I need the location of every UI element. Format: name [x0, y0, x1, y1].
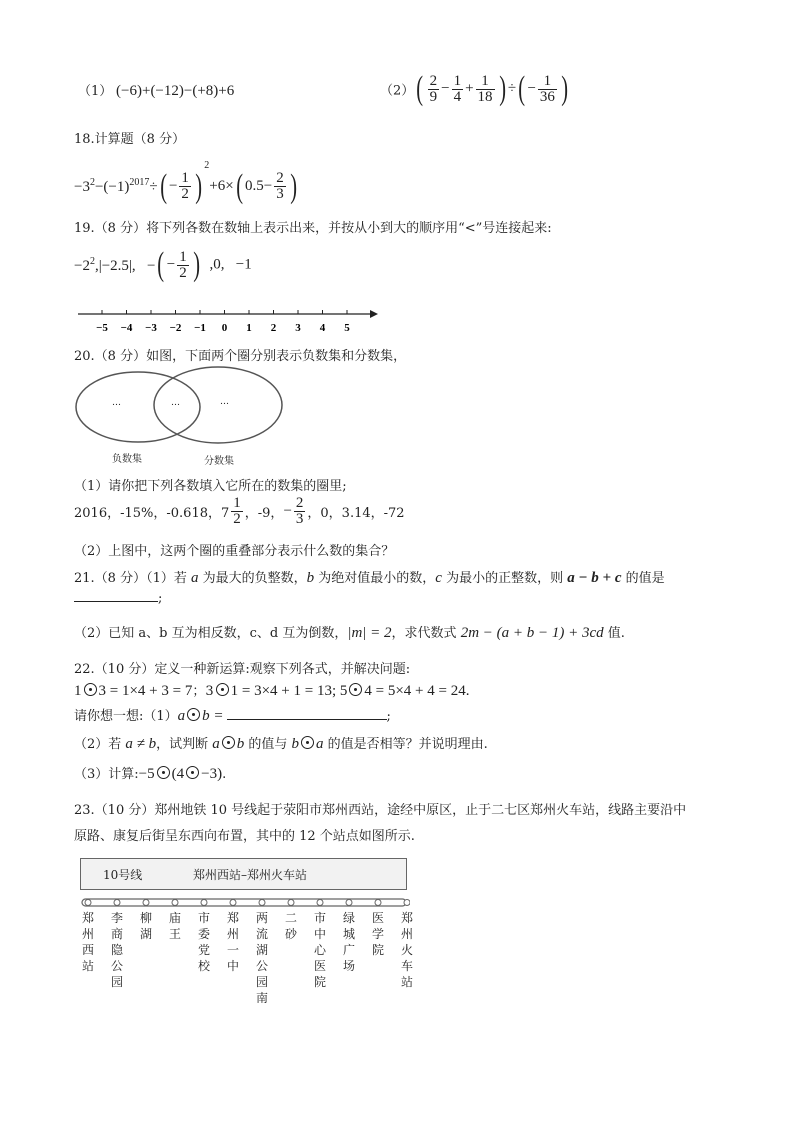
q22-p3a: （3）计算:: [74, 767, 139, 782]
station-name: 郑州一中: [226, 911, 239, 973]
q18-f2-num: 2: [276, 170, 284, 187]
station-name: 两流湖公园南: [255, 911, 268, 1005]
metro-stop-dot: [259, 900, 265, 906]
q20-title: 20.（8 分）如图，下面两个圈分别表示负数集和分数集，: [74, 349, 407, 364]
q21-l1e: 的值是: [621, 571, 665, 586]
metro-route: 郑州西站–郑州火车站: [193, 868, 308, 882]
q20-part1: （1）请你把下列各数填入它所在的数集的圈里;: [74, 479, 347, 494]
q23-line1: 23.（10 分）郑州地铁 10 号线起于荥阳市郑州西站，途经中原区，止于二七区郑州火车站，线路主要沿中: [74, 803, 687, 818]
venn-dots-mid: …: [171, 398, 180, 408]
q20-numbers: [74, 496, 405, 527]
station-name: 庙王: [168, 911, 181, 941]
q21-l2c: 值.: [603, 626, 625, 641]
metro-stop-dot: [346, 900, 352, 906]
q17-f3-num: 1: [476, 74, 495, 90]
negative-set-circle: [76, 372, 200, 442]
q19-title: 19.（8 分）将下列各数在数轴上表示出来，并按从小到大的顺序用“<”号连接起来:: [74, 221, 552, 236]
metro-stop-dot: [201, 900, 207, 906]
q22-examples: [74, 680, 469, 700]
q18-t1-exp: 2: [89, 177, 95, 189]
metro-track-bar: [82, 899, 406, 906]
odot-operator-icon: [84, 683, 97, 696]
q18-t2-exp: 2017: [129, 177, 150, 189]
q17-part2: （2）( $\frac{2}{9}$ − $\frac{1}{4}$ + $\frac{1}{18}$ ) ÷( − $\frac{1}{36}$ ): [380, 70, 568, 107]
q21-l1a: 21.（8 分）（1）若: [74, 571, 191, 586]
q22-e1a: 1: [74, 683, 82, 699]
odot-operator-icon: [222, 736, 235, 749]
q22-p3-e1: −5: [138, 766, 155, 782]
number-line-tick-label: 1: [246, 322, 252, 334]
q20-neg-den: 3: [295, 511, 304, 527]
metro-stop-dot: [172, 900, 178, 906]
q17-f4-sign: −: [527, 80, 536, 97]
venn-dots-left: …: [112, 398, 121, 408]
number-line-tick-label: −3: [145, 322, 157, 334]
q22-p2-b2: b: [291, 736, 300, 752]
q22-part1: [74, 705, 391, 725]
metro-stop-dot: [114, 900, 120, 906]
q22-p2b: ，试判断: [156, 737, 213, 752]
number-line-tick-label: 5: [344, 322, 350, 334]
q17-p2-label: （2）: [380, 83, 415, 99]
q18-t2: −(−1): [94, 179, 130, 196]
q22-p3-e2: (4: [171, 766, 185, 782]
q22-think-end: ;: [386, 709, 391, 724]
q22-p2-b1: b: [236, 736, 245, 752]
q22-think: 请你想一想:（1）: [74, 709, 178, 724]
q22-answer-blank[interactable]: [227, 719, 387, 720]
q21-blank-end: ;: [158, 591, 163, 606]
q18-f2-den: 3: [276, 186, 284, 203]
q22-p2-a1: a: [212, 736, 220, 752]
q17-f4-den: 36: [539, 88, 555, 105]
q21-expr2: 2m − (a + b − 1) + 3cd: [460, 625, 604, 641]
q20-part2: （2）上图中，这两个圈的重叠部分表示什么数的集合？: [74, 544, 395, 559]
q22-title: 22.（10 分）定义一种新运算:观察下列各式，并解决问题:: [74, 662, 411, 677]
q17-f2-den: 4: [453, 88, 462, 105]
odot-operator-icon: [187, 708, 200, 721]
station-name: 郑州西站: [81, 911, 94, 973]
q23-line2: 原路、康复后街呈东西向布置，其中的 12 个站点如图所示.: [74, 829, 415, 844]
q21-expr1: a − b + c: [567, 570, 622, 586]
q22-p2c: 的值与: [244, 737, 292, 752]
number-line-arrow: [370, 310, 378, 318]
station-name: 市委党校: [197, 911, 210, 973]
label-fraction-set: 分数集: [204, 456, 234, 467]
q19-n2: ,|−2.5|,: [94, 257, 136, 274]
metro-stop-dot: [230, 900, 236, 906]
q18-f1-exp: 2: [204, 160, 210, 171]
odot-operator-icon: [157, 766, 170, 779]
q21-l1d: 为最小的正整数，则: [441, 571, 568, 586]
q17-f4-num: 1: [538, 74, 557, 90]
q22-part3: [74, 763, 226, 783]
q22-p2a: （2）若: [74, 737, 126, 752]
q20-neg-sign: −: [283, 503, 292, 519]
metro-stop-dot: [375, 900, 381, 906]
q20-nums-b: ，-9，: [244, 506, 284, 521]
q22-ab-a: a: [177, 708, 186, 724]
q19-n5: −1: [235, 256, 252, 273]
station-name: 李商隐公园: [110, 911, 123, 989]
q19-n3-den: 2: [179, 264, 187, 281]
q17-f2-num: 1: [453, 72, 462, 89]
odot-operator-icon: [349, 683, 362, 696]
q22-e1b: 3 = 1×4 + 3 = 7: [98, 683, 193, 699]
q18-t1: −3: [74, 179, 90, 196]
q17-part1: [78, 80, 234, 100]
q21-answer-blank[interactable]: [74, 601, 158, 602]
q21-var-c: c: [435, 570, 442, 586]
q19-n3: −: [146, 257, 156, 274]
number-line-tick-label: −1: [194, 322, 206, 334]
number-line-tick-label: 4: [319, 322, 326, 334]
metro-line-name: 10号线: [103, 868, 143, 882]
q22-neq: a ≠ b: [125, 736, 157, 752]
q21-part1: [74, 567, 665, 587]
odot-operator-icon: [216, 683, 229, 696]
metro-stop-dot: [317, 900, 323, 906]
q17-f3-den: 18: [477, 88, 493, 105]
q18-t3: +6×: [209, 178, 234, 195]
number-line-tick-label: −4: [120, 322, 133, 334]
metro-stop-dot: [143, 900, 149, 906]
q21-answer-line: [74, 591, 162, 606]
q21-l1b: 为最大的负整数，: [198, 571, 307, 586]
odot-operator-icon: [301, 736, 314, 749]
q22-p2-a2: a: [316, 736, 324, 752]
q18-t4: 0.5−: [245, 178, 273, 195]
q22-e2b: 1 = 3×4 + 1 = 13; 5: [230, 683, 348, 699]
q18-f1-sign: −: [168, 178, 178, 195]
number-line-tick-label: −5: [96, 322, 108, 334]
q20-neg-num: 2: [295, 495, 304, 511]
q19-numbers: $-2^2,|-2.5|$, −( − $\frac{1}{2}$ ) ,0, −1: [74, 246, 252, 283]
station-name: 医学院: [371, 911, 384, 957]
metro-track: [80, 896, 410, 910]
q21-var-b: b: [306, 570, 315, 586]
q22-ab-b: b =: [202, 708, 224, 724]
q21-part2: [74, 622, 625, 642]
q18-title: 18.计算题（8 分）: [74, 132, 186, 147]
odot-operator-icon: [186, 766, 199, 779]
number-line-tick-label: −2: [169, 322, 182, 334]
station-name: 郑州火车站: [400, 911, 413, 989]
q22-p3-end: .: [222, 767, 227, 782]
q17-div: ÷: [507, 80, 517, 97]
number-line-tick-label: 0: [221, 322, 228, 334]
q17-f1-num: 2: [429, 72, 438, 89]
number-line-tick-label: 3: [295, 322, 301, 334]
q19-n1-exp: 2: [89, 255, 95, 267]
q20-nums-c: ，0，3.14，-72: [307, 506, 405, 521]
station-name: 二砂: [284, 911, 297, 941]
q18-f1-den: 2: [181, 186, 189, 203]
q19-n3-num: 1: [179, 248, 187, 265]
station-name: 市中心医院: [313, 911, 326, 989]
q17-f1-den: 9: [429, 88, 438, 105]
label-negative-set: 负数集: [112, 454, 142, 465]
venn-diagram: [70, 365, 290, 465]
q20-mixed-den: 2: [233, 511, 241, 527]
q17-op1: −: [441, 80, 450, 97]
q20-nums-a: 2016，-15%，-0.618，7: [74, 506, 230, 521]
q17-p1-label: （1）: [78, 84, 113, 99]
q17-p1-expr: (−6)+(−12)−(+8)+6: [116, 83, 235, 99]
q22-e2c: 4 = 5×4 + 4 = 24: [364, 683, 466, 699]
q21-l2a: （2）已知 a、b 互为相反数，c、d 互为倒数，: [74, 626, 348, 641]
metro-line-header: [80, 858, 407, 890]
q18-f1-num: 1: [181, 170, 189, 187]
q19-n3-sign: −: [166, 256, 176, 273]
q22-p3-e3: −3): [201, 766, 223, 782]
q22-part2: [74, 733, 488, 753]
station-name: 绿城广场: [342, 911, 355, 973]
q21-var-a: a: [190, 570, 199, 586]
metro-stop-dot: [85, 900, 91, 906]
station-name: 柳湖: [139, 911, 152, 941]
q22-e2a: ；3: [192, 684, 214, 699]
q21-abs-m: |m| = 2: [347, 625, 392, 641]
q20-mixed-num: 1: [233, 495, 241, 511]
q22-e-end: .: [465, 683, 470, 699]
q17-op2: +: [465, 80, 474, 97]
q18-div: ÷: [149, 179, 158, 196]
q22-p2d: 的值是否相等？并说明理由.: [323, 737, 488, 752]
q19-n1: −2: [74, 257, 90, 274]
metro-stop-dot: [404, 900, 410, 906]
metro-stop-dot: [288, 900, 294, 906]
q21-l1c: 为绝对值最小的数，: [314, 571, 436, 586]
q21-l2b: ，求代数式: [391, 626, 461, 641]
number-line: [70, 300, 390, 340]
q18-expr: $-3^2-(-1)^{2017}\div$( − $\frac{1}{2}$ )$^2$+6×( 0.5− $\frac{2}{3}$ ): [74, 160, 297, 205]
venn-dots-right: …: [220, 397, 229, 407]
number-line-tick-label: 2: [270, 322, 277, 334]
q19-n4: ,0,: [209, 256, 225, 273]
